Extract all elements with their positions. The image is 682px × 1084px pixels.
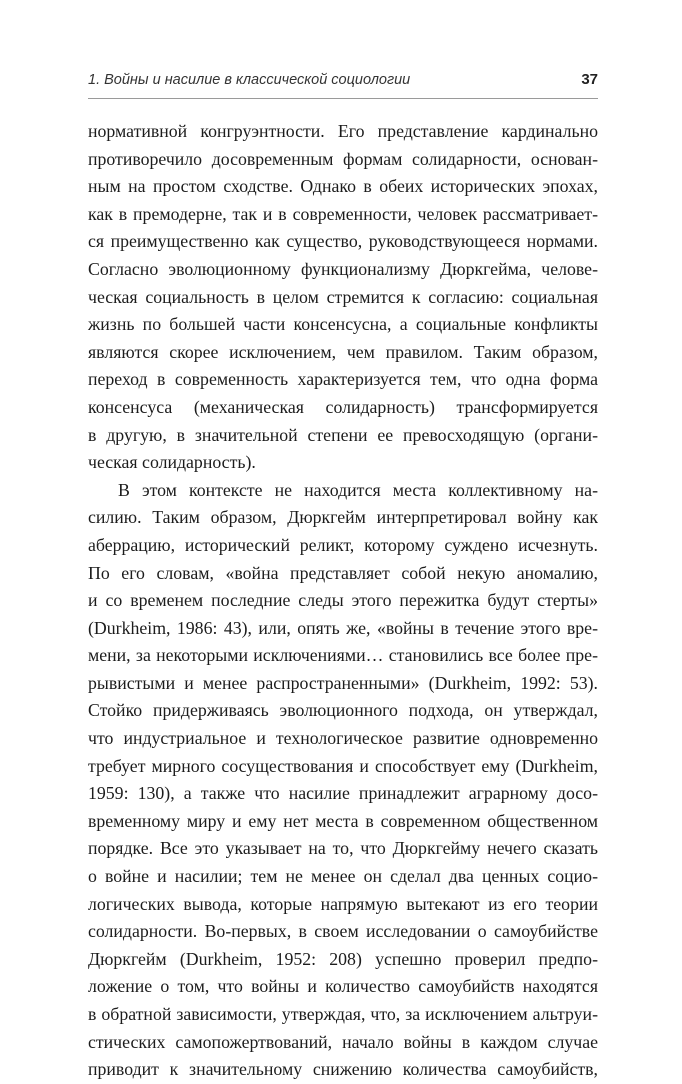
text-line: и со временем последние следы этого пережитка будут стерты» bbox=[88, 590, 598, 611]
text-line: В этом контексте не находится места коллективному на- bbox=[118, 479, 598, 500]
text-line: консенсуса (механическая солидарность) трансформируется bbox=[88, 396, 598, 417]
text-line: нормативной конгруэнтности. Его представление кардинально bbox=[88, 121, 598, 141]
text-line: 1959: 130), а также что насилие принадлежит аграрному досо- bbox=[88, 783, 598, 804]
text-line: По его словам, «война представляет собой некую аномалию, bbox=[88, 562, 598, 583]
text-line: приводит к значительному снижению количества самоубийств, bbox=[88, 1059, 598, 1080]
text-line: временному миру и ему нет места в современном общественном bbox=[88, 810, 598, 831]
text-line: являются скорее исключением, чем правилом. Таким образом, bbox=[88, 341, 598, 362]
text-line: логических вывода, которые напрямую вытекают из его теории bbox=[88, 893, 598, 914]
text-line: в обратной зависимости, утверждая, что, за исключением альтруи- bbox=[88, 1004, 598, 1024]
text-line: требует мирного сосуществования и способствует ему (Durkheim, bbox=[88, 755, 598, 776]
text-line: мени, за некоторыми исключениями… становились все более пре- bbox=[88, 645, 598, 666]
header-divider bbox=[88, 98, 598, 99]
text-line: противоречило досовременным формам солидарности, основан- bbox=[88, 148, 598, 169]
text-line: как в премодерне, так и в современности, человек рассматривает- bbox=[88, 203, 598, 224]
text-line: силию. Таким образом, Дюркгейм интерпретировал войну как bbox=[88, 507, 598, 528]
text-line: что индустриальное и технологическое развитие одновременно bbox=[88, 728, 598, 749]
text-line: в другую, в значительной степени ее превосходящую (органи- bbox=[88, 424, 598, 445]
text-line: аберрацию, исторический реликт, которому суждено исчезнуть. bbox=[88, 534, 598, 555]
body-text bbox=[88, 118, 598, 1084]
text-line: рывистыми и менее распространенными» (Durkheim, 1992: 53). bbox=[88, 672, 598, 693]
text-line: переход в современность характеризуется тем, что одна форма bbox=[88, 369, 598, 390]
text-line: ным на простом сходстве. Однако в обеих исторических эпохах, bbox=[88, 176, 598, 197]
text-line: жизнь по большей части консенсусна, а социальные конфликты bbox=[88, 314, 598, 335]
text-line: о войне и насилии; тем не менее он сделал два ценных социо- bbox=[88, 866, 598, 887]
text-line: солидарности. Во-первых, в своем исследовании о самоубийстве bbox=[88, 921, 598, 942]
running-head-title: 1. Войны и насилие в классической социологии bbox=[88, 72, 411, 88]
text-line: (Durkheim, 1986: 43), или, опять же, «войны в течение этого вре- bbox=[88, 617, 598, 638]
text-line: стических самопожертвований, начало войны в каждом случае bbox=[88, 1031, 598, 1052]
text-line: ческая социальность в целом стремится к согласию: социальная bbox=[88, 286, 598, 307]
text-line: ложение о том, что войны и количество самоубийств находятся bbox=[88, 976, 598, 997]
text-line: ся преимущественно как существо, руководствующееся нормами. bbox=[88, 231, 598, 252]
text-line: ческая солидарность). bbox=[88, 452, 256, 473]
page-number: 37 bbox=[581, 71, 598, 88]
text-line: Стойко придерживаясь эволюционного подхода, он утверждал, bbox=[88, 700, 598, 721]
running-head bbox=[88, 70, 598, 96]
text-line: Согласно эволюционному функционализму Дюркгейма, челове- bbox=[88, 258, 598, 279]
text-line: порядке. Все это указывает на то, что Дюркгейму нечего сказать bbox=[88, 838, 598, 859]
text-line: Дюркгейм (Durkheim, 1952: 208) успешно проверил предпо- bbox=[88, 948, 598, 969]
